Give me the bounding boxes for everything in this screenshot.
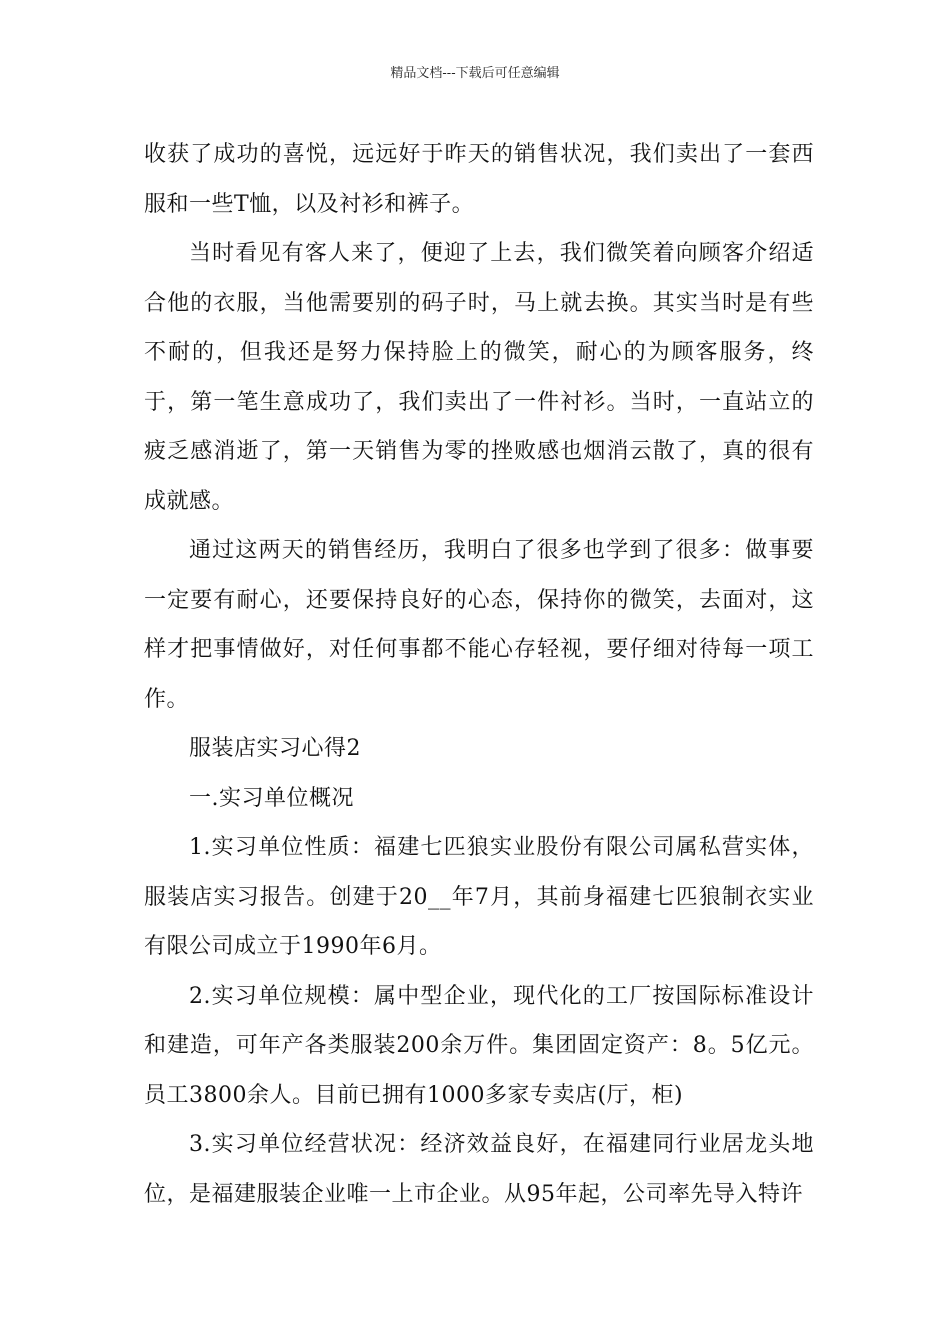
section-heading-overview: 一.实习单位概况 [189,785,354,811]
section-title: 服装店实习心得2 [189,736,361,761]
document-body [144,130,814,1219]
page-header: 精品文档---下载后可任意编辑 [390,66,560,81]
paragraph-company-scale: 2.实习单位规模：属中型企业，现代化的工厂按国际标准设计和建造，可年产各类服装200余万件。集团固定资产：8。5亿元。员工3800余人。目前已拥有1000多家专卖店(厅，柜) [144,983,814,1108]
paragraph-sales-success: 收获了成功的喜悦，远远好于昨天的销售状况，我们卖出了一套西服和一些T恤，以及衬衫和裤子。 [144,142,814,217]
paragraph-company-operations: 3.实习单位经营状况：经济效益良好，在福建同行业居龙头地位，是福建服装企业唯一上市企业。从95年起，公司率先导入特许 [144,1132,814,1207]
paragraph-first-sale: 当时看见有客人来了，便迎了上去，我们微笑着向顾客介绍适合他的衣服，当他需要别的码子时，马上就去换。其实当时是有些不耐的，但我还是努力保持脸上的微笑，耐心的为顾客服务，终于，第一笔生意成功了，我们卖出了一件衬衫。当时，一直站立的疲乏感消逝了，第一天销售为零的挫败感也烟消云散了，真的很有成就感。 [144,241,814,514]
paragraph-lessons-learned: 通过这两天的销售经历，我明白了很多也学到了很多：做事要一定要有耐心，还要保持良好的心态，保持你的微笑，去面对，这样才把事情做好，对任何事都不能心存轻视，要仔细对待每一项工作。 [144,538,814,712]
paragraph-company-nature: 1.实习单位性质：福建七匹狼实业股份有限公司属私营实体，服装店实习报告。创建于20__年7月，其前身福建七匹狼制衣实业有限公司成立于1990年6月。 [144,835,814,959]
